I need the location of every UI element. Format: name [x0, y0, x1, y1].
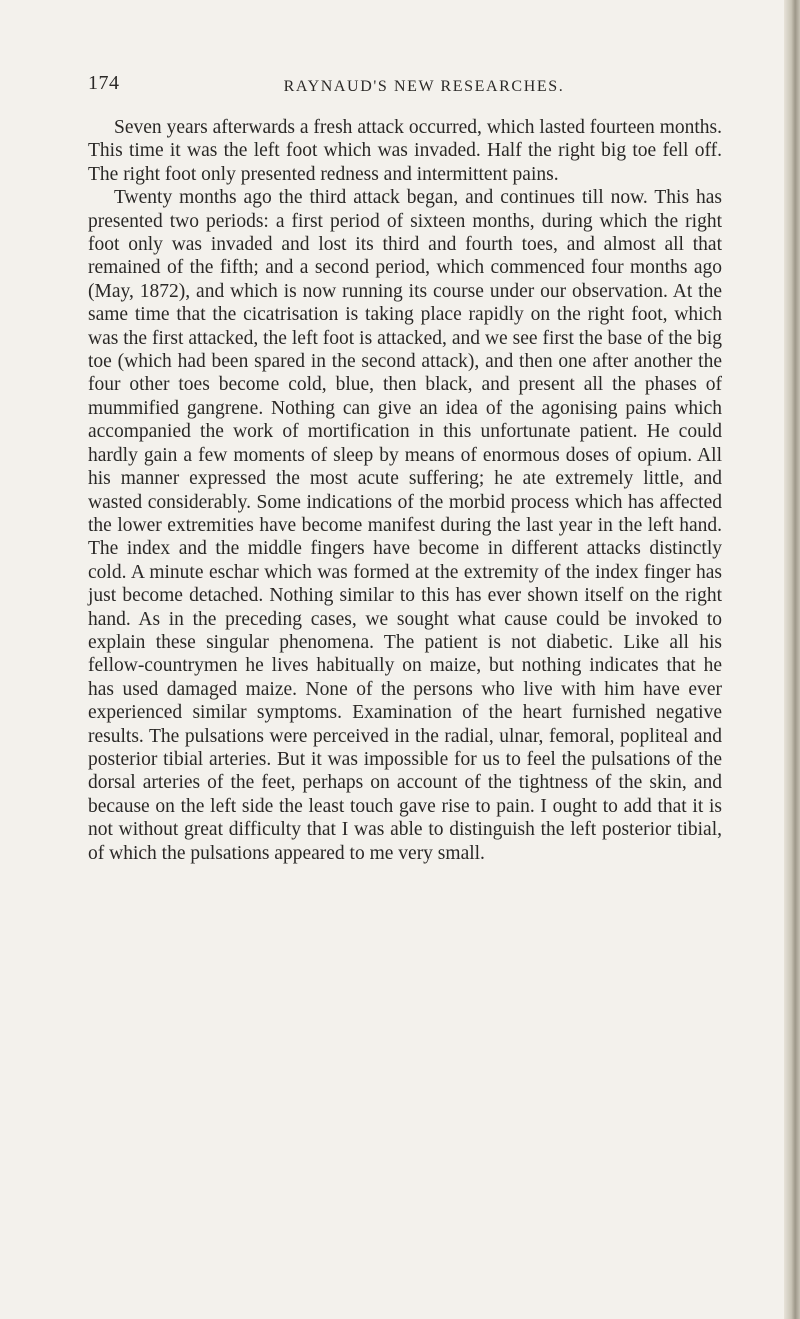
- page-binding-edge: [784, 0, 800, 1319]
- page-number: 174: [88, 72, 120, 94]
- paragraph: Seven years afterwards a fresh attack occurred, which lasted fourteen months. This time it was the left foot which was invaded. Half the right big toe fell off. The right foot only presented redness and intermittent pains.: [88, 117, 722, 185]
- paragraph: Twenty months ago the third attack began, and continues till now. This has presented two periods: a first period of sixteen months, during which the right foot only was invaded and lost its third and fourth toes, and almost all that remained of the fifth; and a second period, which commenced four months ago (May, 1872), and which is now running its course under our observation. At the same time that the cicatrisation is taking place rapidly on the right foot, which was the first attacked, the left foot is attacked, and we see first the base of the big toe (which had been spared in the second attack), and then one after another the four other toes become cold, blue, then black, and present all the phases of mummified gangrene. Nothing can give an idea of the agonising pains which accompanied the work of mortification in this unfortunate patient. He could hardly gain a few moments of sleep by means of enormous doses of opium. All his manner expressed the most acute suffering; he ate extremely little, and wasted considerably. Some indications of the morbid process which has affected the lower extremities have become manifest during the last year in the left hand. The index and the middle fingers have become in different attacks distinctly cold. A minute eschar which was formed at the extremity of the index finger has just become detached. Nothing similar to this has ever shown itself on the right hand. As in the preceding cases, we sought what cause could be invoked to explain these singular phenomena. The patient is not diabetic. Like all his fellow-countrymen he lives habitually on maize, but nothing indicates that he has used damaged maize. None of the persons who live with him have ever experienced similar symptoms. Examination of the heart furnished negative results. The pulsations were perceived in the radial, ulnar, femoral, popliteal and posterior tibial arteries. But it was impossible for us to feel the pulsations of the dorsal arteries of the feet, perhaps on account of the tightness of the skin, and because on the left side the least touch gave rise to pain. I ought to add that it is not without great difficulty that I was able to distinguish the left posterior tibial, of which the pulsations appeared to me very small.: [88, 187, 722, 864]
- body-text: [88, 116, 722, 865]
- page-header: [88, 72, 720, 108]
- running-title: RAYNAUD'S NEW RESEARCHES.: [283, 78, 565, 95]
